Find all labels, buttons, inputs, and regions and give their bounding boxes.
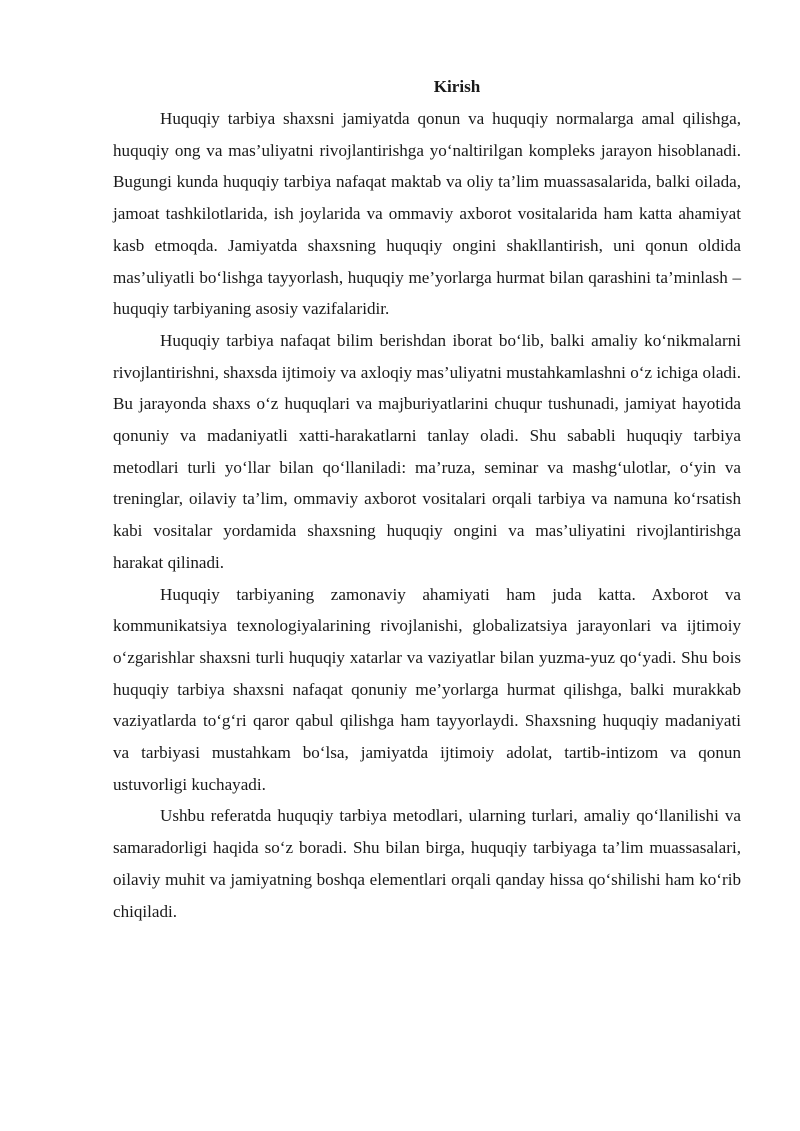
document-body — [113, 76, 741, 927]
paragraph-4: Ushbu referatda huquqiy tarbiya metodlari, ularning turlari, amaliy qo‘llanilishi va samaradorligi haqida so‘z boradi. Shu bilan birga, huquqiy tarbiyaga ta’lim muassasalari, oilaviy muhit va jamiyatning boshqa elementlari orqali qanday hissa qo‘shilishi ham ko‘rib chiqiladi. — [113, 806, 741, 921]
section-title: Kirish — [433, 77, 481, 96]
paragraph-1: Huquqiy tarbiya shaxsni jamiyatda qonun va huquqiy normalarga amal qilishga, huquqiy ong va mas’uliyatni rivojlantirishga yo‘naltirilgan kompleks jarayon hisoblanadi. Bugungi kunda huquqiy tarbiya nafaqat maktab va oliy ta’lim muassasalarida, balki oilada, jamoat tashkilotlarida, ish joylarida va ommaviy axborot vositalarida ham katta ahamiyat kasb etmoqda. Jamiyatda shaxsning huquqiy ongini shakllantirish, uni qonun oldida mas’uliyatli bo‘lishga tayyorlash, huquqiy me’yorlarga hurmat bilan qarashini ta’minlash – huquqiy tarbiyaning asosiy vazifalaridir. — [113, 109, 741, 319]
paragraph-2: Huquqiy tarbiya nafaqat bilim berishdan iborat bo‘lib, balki amaliy ko‘nikmalarni rivojlantirishni, shaxsda ijtimoiy va axloqiy mas’uliyatni mustahkamlashni o‘z ichiga oladi. Bu jarayonda shaxs o‘z huquqlari va majburiyatlarini chuqur tushunadi, jamiyat hayotida qonuniy va madaniyatli xatti-harakatlarni tanlay oladi. Shu sababli huquqiy tarbiya metodlari turli yo‘llar bilan qo‘llaniladi: ma’ruza, seminar va mashg‘ulotlar, o‘yin va treninglar, oilaviy ta’lim, ommaviy axborot vositalari orqali tarbiya va namuna ko‘rsatish kabi vositalar yordamida shaxsning huquqiy ongini va mas’uliyatini rivojlantirishga harakat qilinadi. — [113, 330, 741, 572]
paragraph-3: Huquqiy tarbiyaning zamonaviy ahamiyati ham juda katta. Axborot va kommunikatsiya texnologiyalarining rivojlanishi, globalizatsiya jarayonlari va ijtimoiy o‘zgarishlar shaxsni turli huquqiy xatarlar va vaziyatlar bilan yuzma-yuz qo‘yadi. Shu bois huquqiy tarbiya shaxsni nafaqat qonuniy me’yorlarga hurmat qilishga, balki murakkab vaziyatlarda to‘g‘ri qaror qabul qilishga ham tayyorlaydi. Shaxsning huquqiy madaniyati va tarbiyasi mustahkam bo‘lsa, jamiyatda ijtimoiy adolat, tartib-intizom va qonun ustuvorligi kuchayadi. — [113, 584, 741, 794]
